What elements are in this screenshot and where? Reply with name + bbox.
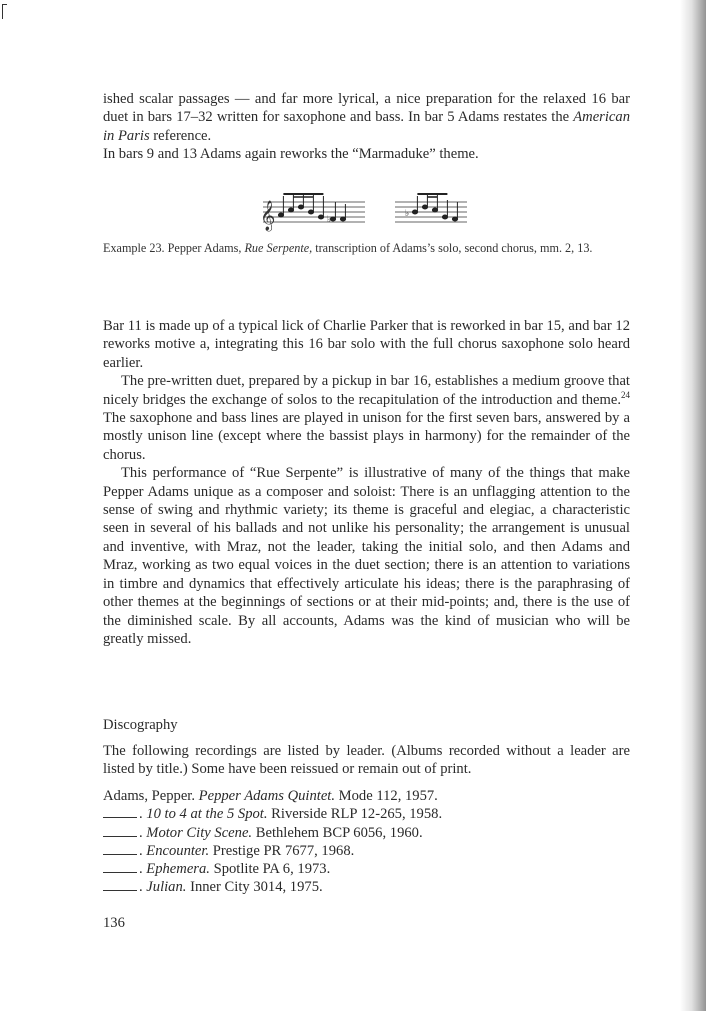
ditto-dash — [103, 825, 137, 837]
entry-title: Encounter. — [146, 842, 210, 859]
paragraph-1 — [103, 90, 630, 145]
entry-details: Inner City 3014, 1975. — [190, 879, 323, 896]
discography-entry: . Ephemera. Spotlite PA 6, 1973. — [103, 860, 630, 878]
discography-entry — [103, 787, 630, 805]
footnote-marker: 24 — [621, 389, 630, 400]
paragraph-1-text-end: reference. — [149, 127, 212, 144]
entry-title: Ephemera. — [146, 861, 210, 878]
ditto-dash — [103, 843, 137, 855]
paragraph-1-italic: American in Paris — [103, 109, 630, 144]
caption-prefix: Example 23. Pepper Adams, — [103, 241, 245, 255]
ditto-dash — [103, 806, 137, 818]
crop-mark — [2, 4, 7, 19]
entry-title: Julian. — [146, 879, 187, 896]
paragraph-5: This performance of “Rue Serpente” is illustrative of many of the things that make Pepper Adams unique as a composer and soloist: There is an unflagging attention to the sense of swing and rhythmic variety; its theme is graceful and elegiac, a characteristic seen in several of his ballads and not unlike his personality; the arrangement is unusual and inventive, with Mraz, not the leader, taking the initial solo, and then Adams and Mraz, working as two equal voices in the duet section; there is an attention to variations in timbre and dynamics that effectively articulate his ideas; there is the paraphrasing of other themes at the beginnings of sections or at their mid-points; and, there is the use of the diminished scale. By all accounts, Adams was the kind of musician who will be greatly missed. — [103, 465, 630, 647]
entry-title: Motor City Scene. — [146, 824, 253, 841]
discography-entry: . Julian. Inner City 3014, 1975. — [103, 878, 630, 896]
caption-suffix: transcription of Adams’s solo, second chorus, mm. 2, 13. — [312, 241, 593, 255]
svg-text:♭: ♭ — [327, 215, 332, 225]
discography-entry: . 10 to 4 at the 5 Spot. Riverside RLP 12-265, 1958. — [103, 805, 630, 823]
entry-details: Riverside RLP 12-265, 1958. — [271, 806, 443, 823]
caption-title: Rue Serpente, — [244, 241, 313, 255]
paragraph-4-text-end: The saxophone and bass lines are played in unison for the first seven bars, answered by a mostly unison line (except where the bassist plays in harmony) for the remainder of the chorus. — [103, 410, 630, 463]
example-caption — [103, 240, 643, 257]
discography-intro — [103, 742, 630, 779]
music-notation-example — [255, 188, 485, 234]
page-edge-shadow — [680, 0, 706, 1011]
paragraph-3: Bar 11 is made up of a typical lick of Charlie Parker that is reworked in bar 15, and bar 12 reworks motive a, integrating this 16 bar solo with the full chorus saxophone solo heard earlier. — [103, 318, 630, 371]
entry-artist: Adams, Pepper. — [103, 788, 196, 804]
top-text — [103, 90, 630, 164]
entry-details: Bethlehem BCP 6056, 1960. — [255, 824, 423, 841]
discography-heading: Discography — [103, 717, 178, 733]
svg-text:𝄞: 𝄞 — [260, 201, 276, 231]
discography-list — [103, 787, 630, 897]
discography-entry: . Encounter. Prestige PR 7677, 1968. — [103, 842, 630, 860]
ditto-dash — [103, 879, 137, 891]
discography-intro-text: The following recordings are listed by leader. (Albums recorded without a leader are listed by title.) Some have been reissued or remain out of print. — [103, 743, 630, 778]
paragraph-4-text: The pre-written duet, prepared by a pickup in bar 16, establishes a medium groove that nicely bridges the exchange of solos to the recapitulation of the introduction and theme. — [103, 373, 630, 408]
body-text — [103, 317, 630, 648]
entry-title: Pepper Adams Quintet. — [198, 788, 335, 804]
paragraph-2: In bars 9 and 13 Adams again reworks the “Marmaduke” theme. — [103, 146, 479, 163]
paragraph-1-text: ished scalar passages — and far more lyrical, a nice preparation for the relaxed 16 bar duet in bars 17–32 written for saxophone and bass. In bar 5 Adams restates the — [103, 91, 630, 126]
svg-text:♭: ♭ — [405, 209, 410, 219]
entry-details: Prestige PR 7677, 1968. — [212, 842, 355, 859]
paragraph-4 — [103, 372, 630, 464]
entry-details: Mode 112, 1957. — [338, 788, 438, 804]
ditto-dash — [103, 861, 137, 873]
discography-entry: . Motor City Scene. Bethlehem BCP 6056, 1960. — [103, 824, 630, 842]
entry-details: Spotlite PA 6, 1973. — [213, 861, 331, 878]
entry-title: 10 to 4 at the 5 Spot. — [146, 806, 268, 823]
page-number: 136 — [103, 915, 125, 931]
